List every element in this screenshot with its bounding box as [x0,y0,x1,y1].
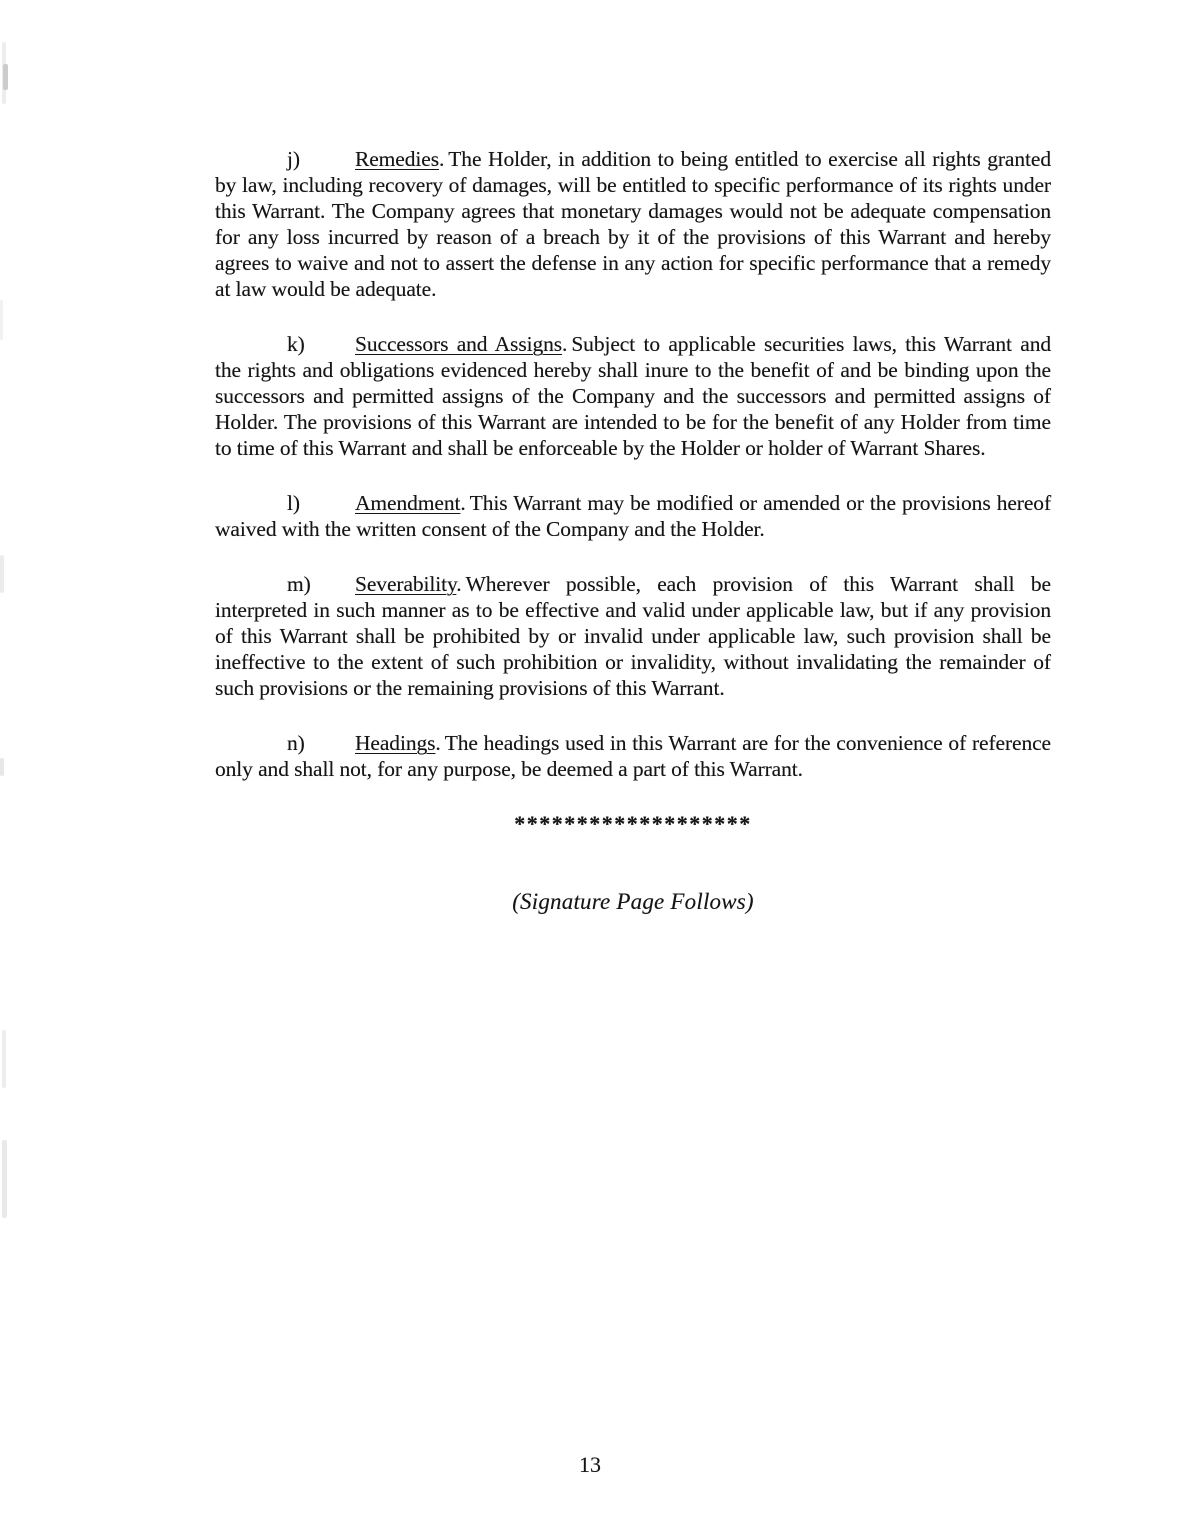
heading-period: . [456,572,462,596]
scan-artifact [0,555,4,593]
scan-artifact [2,42,6,104]
paragraph-text: This Warrant may be modified or amended or the provisions hereof waived with the written consent of the Company and the Holder. [215,491,1051,541]
scan-artifact [0,300,3,340]
paragraph-n-headings [215,730,1051,782]
document-body [215,146,1051,915]
page-number: 13 [579,1452,601,1477]
paragraph-text: The headings used in this Warrant are for the convenience of reference only and shall not, for any purpose, be deemed a part of this Warrant. [215,731,1051,781]
paragraph-label: m) [287,572,311,596]
paragraph-heading: Headings [355,731,436,755]
paragraph-label: j) [287,147,300,171]
paragraph-l-amendment [215,490,1051,542]
paragraph-label: l) [287,491,300,515]
paragraph-m-severability [215,571,1051,701]
paragraph-label: n) [287,731,305,755]
heading-period: . [435,731,441,755]
paragraph-heading: Amendment [355,491,461,515]
paragraph-j-remedies [215,146,1051,302]
paragraph-text: Wherever possible, each provision of this Warrant shall be interpreted in such manner as to be effective and valid under applicable law, but if any provision of this Warrant shall be prohibited by or invalid under applicable law, such provision shall be ineffective to the extent of such prohibition or invalidity, without invalidating the remainder of such provisions or the remaining provisions of this Warrant. [215,572,1051,700]
scan-artifact [2,1140,7,1218]
signature-page-note: (Signature Page Follows) [512,889,754,914]
heading-period: . [460,491,466,515]
paragraph-text: Subject to applicable securities laws, this Warrant and the rights and obligations evidenced hereby shall inure to the benefit of and be binding upon the successors and permitted assigns of the Company and the successors and permitted assigns of Holder. The provisions of this Warrant are intended to be for the benefit of any Holder from time to time of this Warrant and shall be enforceable by the Holder or holder of Warrant Shares. [215,332,1051,460]
paragraph-heading: Severability [355,572,457,596]
scan-artifact [3,64,8,90]
scan-artifact [0,758,4,776]
paragraph-heading: Successors and Assigns [355,332,563,356]
asterisk-separator: ******************* [514,811,752,836]
paragraph-text: The Holder, in addition to being entitled to exercise all rights granted by law, including recovery of damages, will be entitled to specific performance of its rights under this Warrant. The Company agrees that monetary damages would not be adequate compensation for any loss incurred by reason of a breach by it of the provisions of this Warrant and hereby agrees to waive and not to assert the defense in any action for specific performance that a remedy at law would be adequate. [215,147,1051,301]
paragraph-heading: Remedies [355,147,439,171]
heading-period: . [438,147,445,171]
heading-period: . [562,332,568,356]
scan-artifact [2,1030,6,1088]
paragraph-k-successors-and-assigns [215,331,1051,461]
paragraph-label: k) [287,332,305,356]
